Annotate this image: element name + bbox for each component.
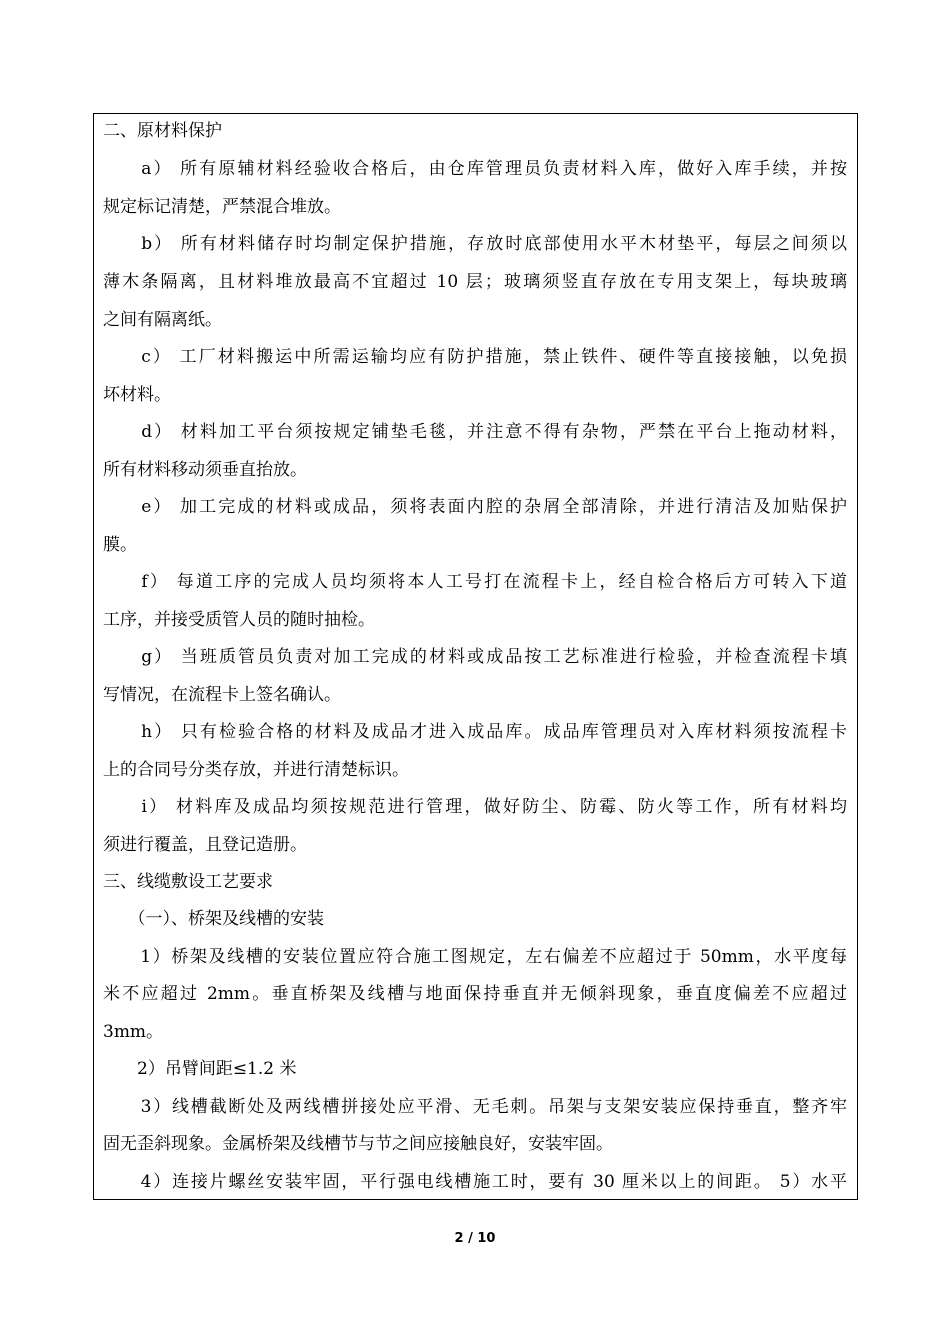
- text-line: 上的合同号分类存放，并进行清楚标识。: [103, 760, 409, 780]
- text-line: c） 工厂材料搬运中所需运输均应有防护措施，禁止铁件、硬件等直接接触，以免损: [103, 347, 847, 367]
- heading-cable-laying: 三、线缆敷设工艺要求: [103, 872, 273, 892]
- text-line: g） 当班质管员负责对加工完成的材料或成品按工艺标准进行检验，并检查流程卡填: [103, 647, 847, 667]
- text-line: 3mm。: [103, 1022, 164, 1042]
- text-line: h） 只有检验合格的材料及成品才进入成品库。成品库管理员对入库材料须按流程卡: [103, 722, 847, 742]
- text-line: e） 加工完成的材料或成品，须将表面内腔的杂屑全部清除，并进行清洁及加贴保护: [103, 497, 847, 517]
- text-line: d） 材料加工平台须按规定铺垫毛毯，并注意不得有杂物，严禁在平台上拖动材料，: [103, 422, 847, 442]
- text-line: i） 材料库及成品均须按规范进行管理，做好防尘、防霉、防火等工作，所有材料均: [103, 797, 847, 817]
- text-line: f） 每道工序的完成人员均须将本人工号打在流程卡上，经自检合格后方可转入下道: [103, 572, 847, 592]
- text-line: 米不应超过 2mm。垂直桥架及线槽与地面保持垂直并无倾斜现象，垂直度偏差不应超过: [103, 984, 847, 1004]
- text-line: 规定标记清楚，严禁混合堆放。: [103, 197, 341, 217]
- text-line: 工序，并接受质管人员的随时抽检。: [103, 610, 375, 630]
- text-line: 1）桥架及线槽的安装位置应符合施工图规定，左右偏差不应超过于 50mm，水平度每: [103, 947, 847, 967]
- text-line: 4）连接片螺丝安装牢固，平行强电线槽施工时，要有 30 厘米以上的间距。 5）水平: [103, 1172, 847, 1192]
- text-line: 写情况，在流程卡上签名确认。: [103, 685, 341, 705]
- text-line: a） 所有原辅材料经验收合格后，由仓库管理员负责材料入库，做好入库手续，并按: [103, 159, 847, 179]
- text-line: 3）线槽截断处及两线槽拼接处应平滑、无毛刺。吊架与支架安装应保持垂直，整齐牢: [103, 1097, 847, 1117]
- text-line: 须进行覆盖，且登记造册。: [103, 835, 307, 855]
- subheading-tray-installation: （一）、桥架及线槽的安装: [103, 909, 324, 929]
- heading-raw-material-protection: 二、原材料保护: [103, 121, 222, 141]
- text-line: 之间有隔离纸。: [103, 310, 222, 330]
- text-line: 所有材料移动须垂直抬放。: [103, 460, 307, 480]
- text-line: 2）吊臂间距≤1.2 米: [103, 1059, 297, 1079]
- text-line: 膜。: [103, 535, 137, 555]
- text-line: 薄木条隔离，且材料堆放最高不宜超过 10 层；玻璃须竖直存放在专用支架上，每块玻璃: [103, 272, 847, 292]
- text-line: b） 所有材料储存时均制定保护措施，存放时底部使用水平木材垫平，每层之间须以: [103, 234, 847, 254]
- text-line: 固无歪斜现象。金属桥架及线槽节与节之间应接触良好，安装牢固。: [103, 1134, 613, 1154]
- page-number: 2 / 10: [454, 1231, 496, 1246]
- text-line: 坏材料。: [103, 385, 171, 405]
